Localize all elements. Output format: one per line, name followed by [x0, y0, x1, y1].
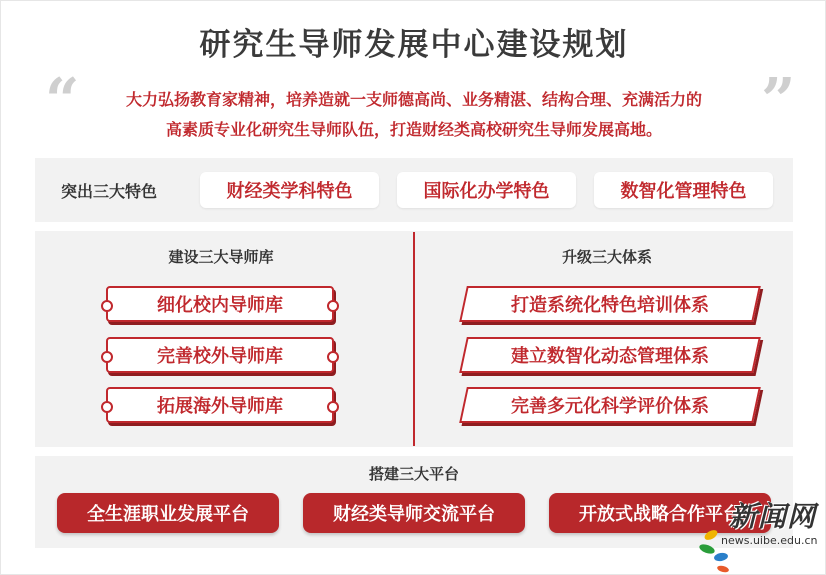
system-item-evaluation-label: 完善多元化科学评价体系	[511, 396, 709, 417]
system-item-management-label: 建立数智化动态管理体系	[511, 346, 709, 367]
platform-item-career: 全生涯职业发展平台	[57, 493, 279, 533]
platforms-heading: 搭建三大平台	[368, 465, 459, 483]
features-label: 突出三大特色	[61, 182, 158, 201]
watermark-title: 新闻网	[729, 500, 817, 533]
close-quote-icon: ”	[761, 66, 796, 136]
feature-item-digital: 数智化管理特色	[594, 172, 773, 208]
system-item-management	[459, 337, 761, 373]
libraries-heading: 建设三大导师库	[168, 248, 274, 266]
systems-heading: 升级三大体系	[561, 248, 652, 266]
library-item-overseas: 拓展海外导师库	[106, 387, 334, 423]
feature-item-international: 国际化办学特色	[397, 172, 576, 208]
feature-item-finance: 财经类学科特色	[200, 172, 379, 208]
page-title: 研究生导师发展中心建设规划	[199, 27, 629, 63]
open-quote-icon: “	[45, 66, 80, 136]
system-item-training	[459, 286, 761, 322]
platform-item-exchange: 财经类导师交流平台	[303, 493, 525, 533]
system-item-evaluation	[459, 387, 761, 423]
platform-item-cooperation: 开放式战略合作平台	[549, 493, 771, 533]
library-item-internal: 细化校内导师库	[106, 286, 334, 322]
column-divider	[413, 232, 415, 446]
library-item-external: 完善校外导师库	[106, 337, 334, 373]
mission-quote	[81, 85, 747, 145]
system-item-training-label: 打造系统化特色培训体系	[511, 295, 709, 316]
mission-quote-line-2: 高素质专业化研究生导师队伍，打造财经类高校研究生导师发展高地。	[165, 120, 662, 139]
watermark-url: news.uibe.edu.cn	[721, 534, 818, 547]
mission-quote-line-1: 大力弘扬教育家精神，培养造就一支师德高尚、业务精湛、结构合理、充满活力的	[125, 90, 702, 109]
